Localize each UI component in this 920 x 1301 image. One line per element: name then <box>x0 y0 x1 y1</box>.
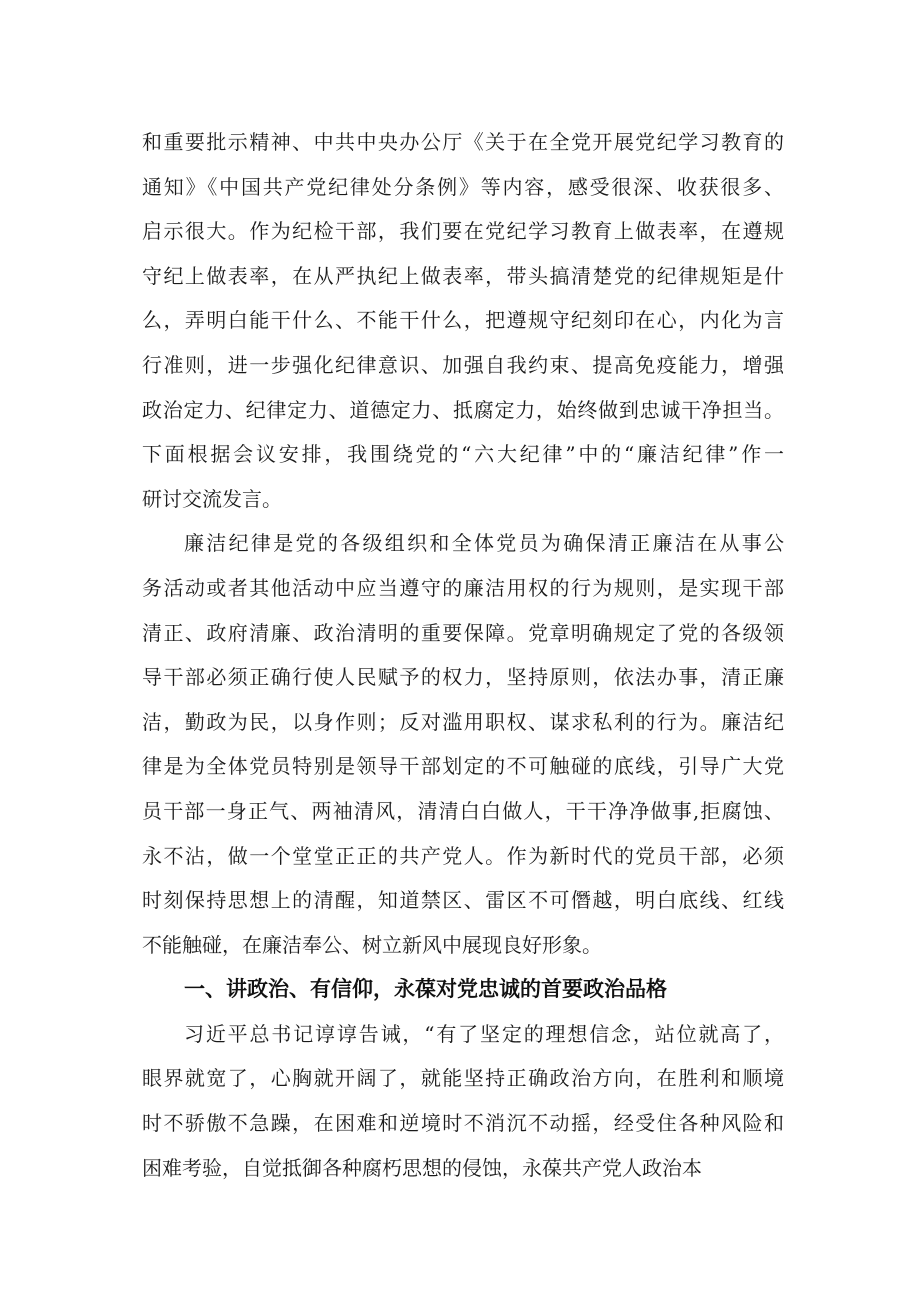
text-line: 么，弄明白能干什么、不能干什么，把遵规守纪刻印在心，内化为言 <box>142 308 784 333</box>
text-line: 行准则，进一步强化纪律意识、加强自我约束、提高免疫能力，增强 <box>142 352 784 377</box>
text-line: 和重要批示精神、中共中央办公厅《关于在全党开展党纪学习教育的 <box>142 130 784 154</box>
text-line: 困难考验，自觉抵御各种腐朽思想的侵蚀，永葆共产党人政治本 <box>142 1155 702 1180</box>
text-line: 研讨交流发言。 <box>142 486 282 511</box>
text-line: 清正、政府清廉、政治清明的重要保障。党章明确规定了党的各级领 <box>142 620 784 645</box>
text-line: 廉洁纪律是党的各级组织和全体党员为确保清正廉洁在从事公 <box>184 531 784 556</box>
text-line: 下面根据会议安排，我围绕党的“六大纪律”中的“廉洁纪律”作一 <box>142 442 784 467</box>
text-line: 不能触碰，在廉洁奉公、树立新风中展现良好形象。 <box>142 932 602 957</box>
section-heading: 一、讲政治、有信仰，永葆对党忠诚的首要政治品格 <box>184 977 667 1002</box>
text-line: 时不骄傲不急躁，在困难和逆境时不消沉不动摇，经受住各种风险和 <box>142 1111 784 1136</box>
text-line: 守纪上做表率，在从严执纪上做表率，带头搞清楚党的纪律规矩是什 <box>142 263 784 288</box>
text-line: 政治定力、纪律定力、道德定力、抵腐定力，始终做到忠诚干净担当。 <box>142 397 784 422</box>
paragraph-1 <box>142 120 784 521</box>
text-line: 永不沾，做一个堂堂正正的共产党人。作为新时代的党员干部，必须 <box>142 843 784 868</box>
text-line: 洁，勤政为民，以身作则；反对滥用职权、谋求私利的行为。廉洁纪 <box>142 709 784 734</box>
text-line: 习近平总书记谆谆告诫，“有了坚定的理想信念，站位就高了， <box>184 1021 784 1046</box>
text-line: 务活动或者其他活动中应当遵守的廉洁用权的行为规则，是实现干部 <box>142 575 784 600</box>
text-line: 眼界就宽了，心胸就开阔了，就能坚持正确政治方向，在胜利和顺境 <box>142 1066 784 1091</box>
paragraph-3 <box>142 1012 784 1190</box>
text-line: 启示很大。作为纪检干部，我们要在党纪学习教育上做表率，在遵规 <box>142 219 784 244</box>
document-body <box>142 120 784 1190</box>
paragraph-2 <box>142 521 784 967</box>
text-line: 员干部一身正气、两袖清风，清清白白做人，干干净净做事,拒腐蚀、 <box>142 798 784 823</box>
text-line: 通知》《中国共产党纪律处分条例》等内容，感受很深、收获很多、 <box>142 174 784 199</box>
text-line: 导干部必须正确行使人民赋予的权力，坚持原则，依法办事，清正廉 <box>142 665 784 690</box>
text-line: 时刻保持思想上的清醒，知道禁区、雷区不可僭越，明白底线、红线 <box>142 888 784 913</box>
text-line: 律是为全体党员特别是领导干部划定的不可触碰的底线，引导广大党 <box>142 754 784 779</box>
